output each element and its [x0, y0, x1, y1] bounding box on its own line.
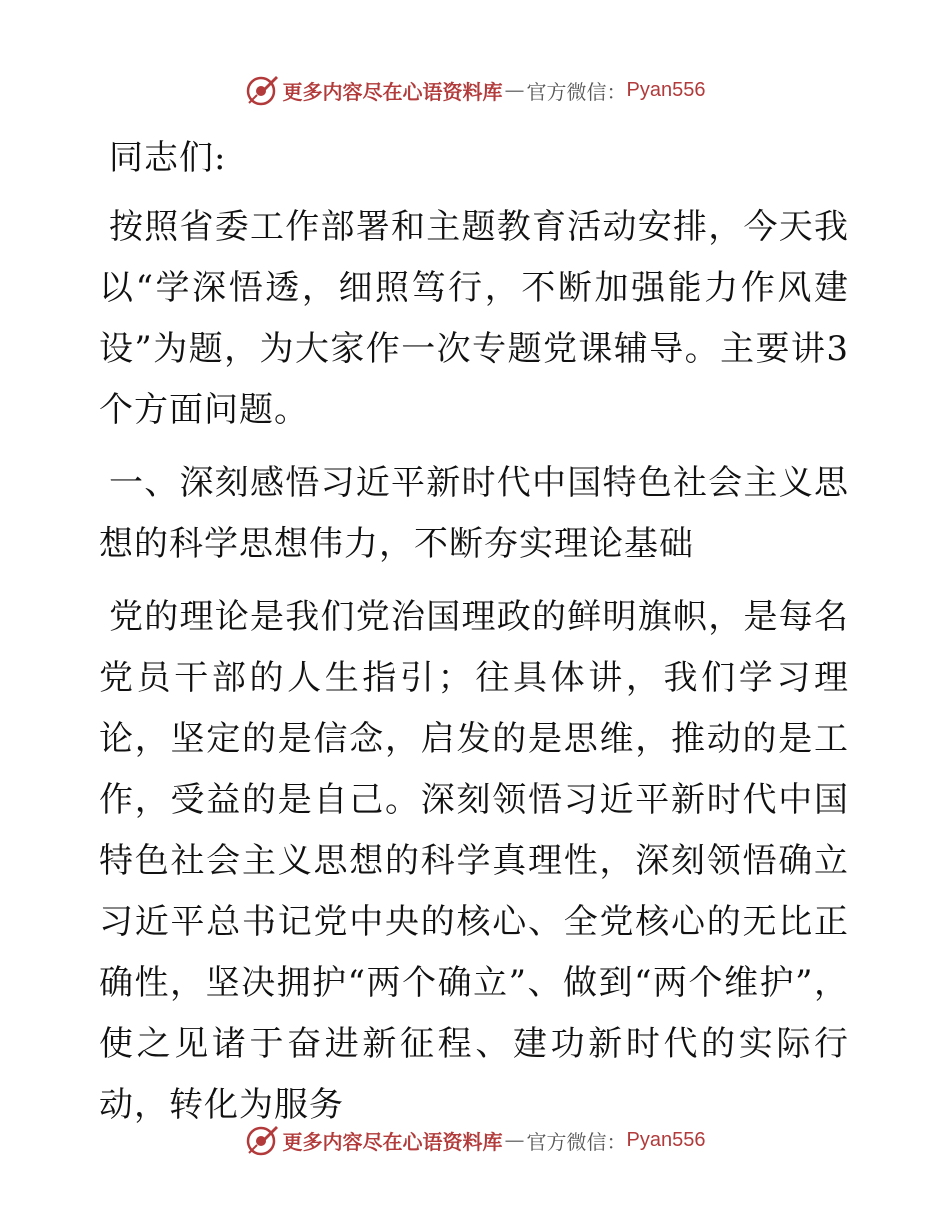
banner-wechat-id: Pyan556 [626, 78, 706, 101]
header-banner [0, 70, 950, 110]
banner-wechat-label: 官方微信： [526, 79, 627, 104]
footer-banner [0, 1120, 950, 1160]
banner-wechat-id: Pyan556 [626, 1128, 706, 1151]
banner-separator: — [504, 78, 525, 102]
quill-pen-logo-icon [245, 73, 279, 107]
paragraph-intro: 按照省委工作部署和主题教育活动安排，今天我以“学深悟透，细照笃行，不断加强能力作风建设”为题，为大家作一次专题党课辅导。主要讲3个方面问题。 [99, 207, 849, 430]
banner-left-text: 更多内容尽在心语资料库 [282, 79, 503, 104]
greeting: 同志们: [109, 138, 227, 178]
section-heading-1: 一、深刻感悟习近平新时代中国特色社会主义思想的科学思想伟力，不断夯实理论基础 [99, 463, 849, 564]
banner-left-text: 更多内容尽在心语资料库 [282, 1129, 503, 1154]
quill-pen-logo-icon [245, 1123, 279, 1157]
paragraph-body: 党的理论是我们党治国理政的鲜明旗帜，是每名党员干部的人生指引；往具体讲，我们学习理论，坚定的是信念，启发的是思维，推动的是工作，受益的是自己。深刻领悟习近平新时代中国特色社会主义思想的科学真理性，深刻领悟确立习近平总书记党中央的核心、全党核心的无比正确性，坚决拥护“两个确立”、做到“两个维护”，使之见诸于奋进新征程、建功新时代的实际行动，转化为服务 [99, 597, 849, 1125]
document-body [99, 128, 849, 1136]
banner-wechat-label: 官方微信： [526, 1129, 627, 1154]
banner-separator: — [504, 1128, 525, 1152]
